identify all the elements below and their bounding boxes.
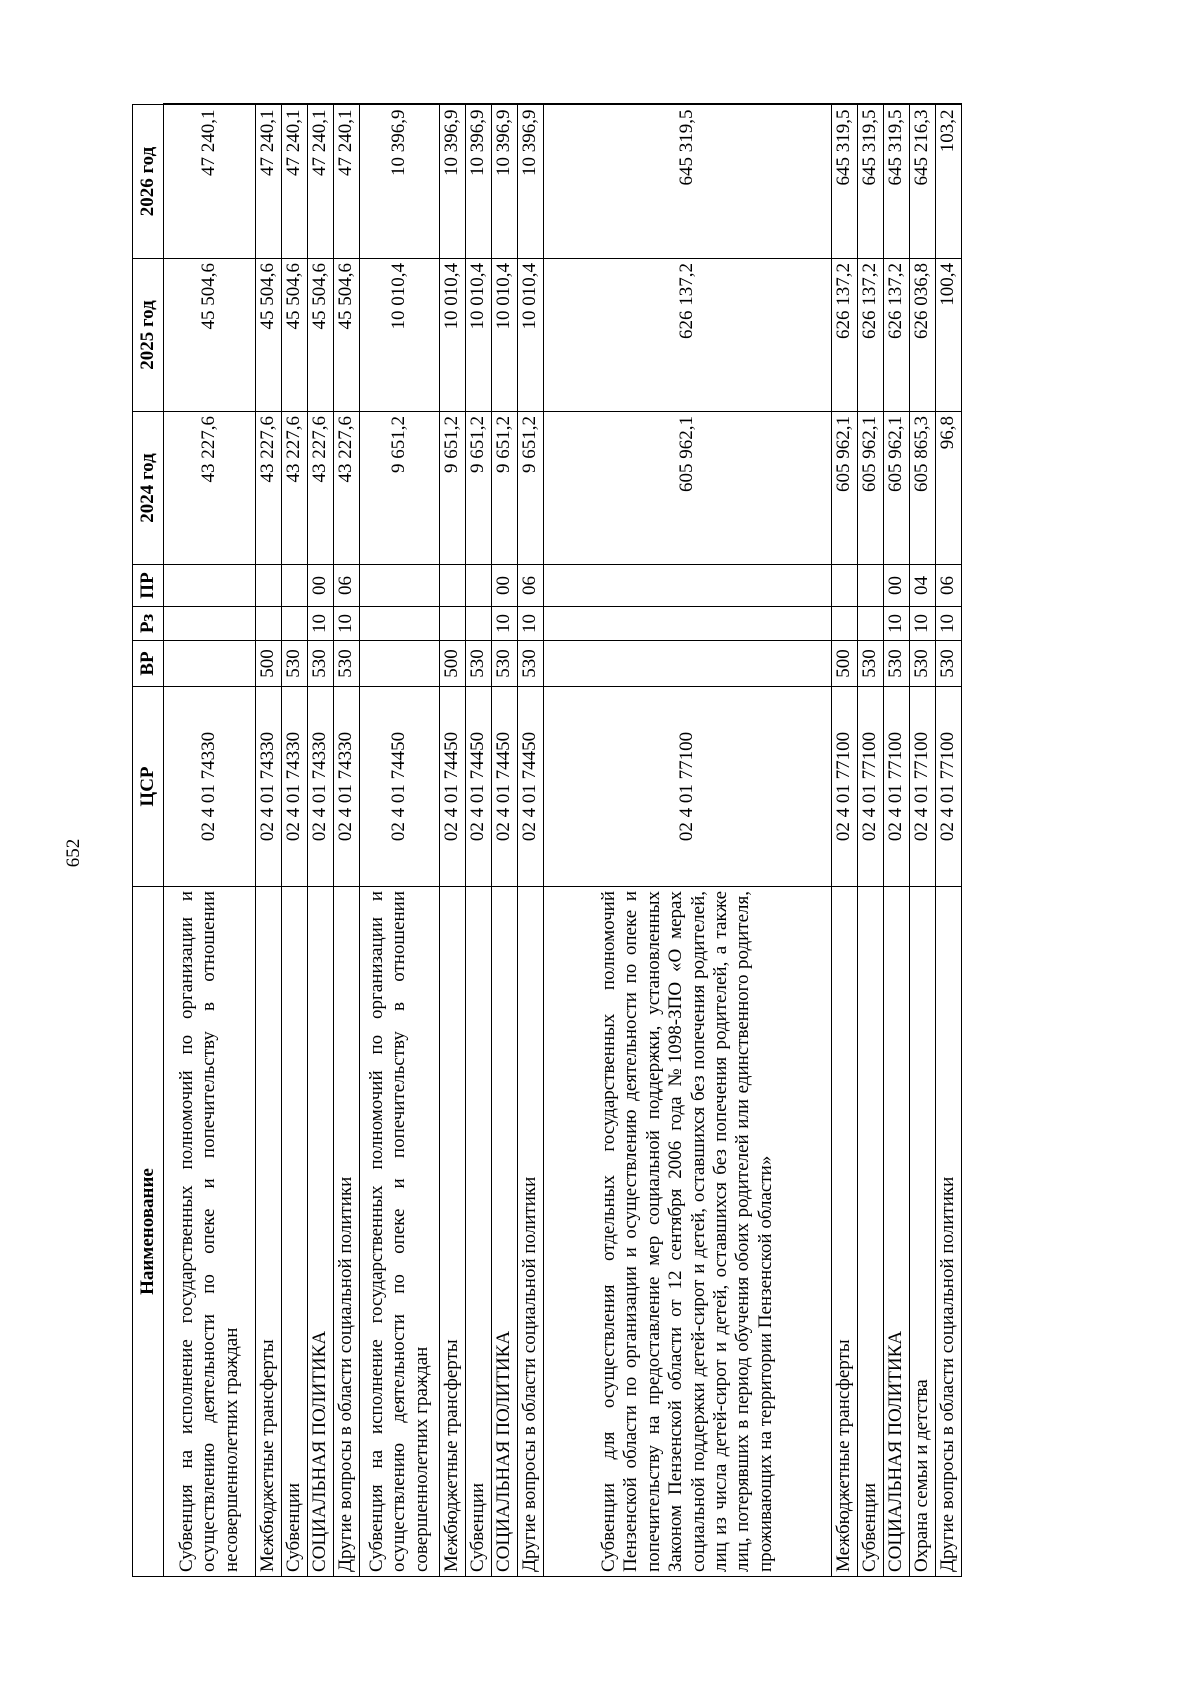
row-pr-cell xyxy=(164,565,256,607)
row-2024-cell: 43 227,6 xyxy=(164,412,256,565)
row-csr-cell: 02 4 01 77100 xyxy=(858,687,884,887)
row-name-cell: Субвенции xyxy=(858,887,884,1577)
row-2026-cell: 10 396,9 xyxy=(466,105,492,259)
row-2025-cell: 10 010,4 xyxy=(440,259,466,412)
row-2024-cell: 96,8 xyxy=(936,412,962,565)
row-rz-cell xyxy=(544,607,832,641)
row-2026-cell: 645 319,5 xyxy=(884,105,910,259)
table-row xyxy=(282,105,308,1577)
row-csr-cell: 02 4 01 74450 xyxy=(518,687,544,887)
row-pr-cell: 06 xyxy=(334,565,360,607)
table-row xyxy=(936,105,962,1577)
row-name-cell: Межбюджетные трансферты xyxy=(256,887,282,1577)
row-2026-cell: 10 396,9 xyxy=(492,105,518,259)
row-name-cell: Субвенции для осуществления отдельных государственных полномочий Пензенской области по организации и осуществлению деятельности по опеке и попечительству на предоставление мер социальной поддержки, установленных Законом Пензенской области от 12 сентября 2006 года №1098-ЗПО «О мерах социальной поддержки детей-сирот и детей, оставшихся без попечения родителей, лиц из числа детей-сирот и детей, оставшихся без попечения родителей, а также лиц, потерявших в период обучения обоих родителей или единственного родителя, проживающих на территории Пензенской области» xyxy=(544,887,832,1577)
row-rz-cell: 10 xyxy=(308,607,334,641)
row-csr-cell: 02 4 01 77100 xyxy=(884,687,910,887)
row-csr-cell: 02 4 01 77100 xyxy=(544,687,832,887)
row-2026-cell: 645 216,3 xyxy=(910,105,936,259)
table-row xyxy=(858,105,884,1577)
table-row xyxy=(832,105,858,1577)
row-2025-cell: 626 137,2 xyxy=(544,259,832,412)
row-csr-cell: 02 4 01 74330 xyxy=(334,687,360,887)
row-csr-cell: 02 4 01 74330 xyxy=(256,687,282,887)
row-pr-cell xyxy=(466,565,492,607)
row-2026-cell: 645 319,5 xyxy=(858,105,884,259)
row-csr-cell: 02 4 01 74450 xyxy=(360,687,440,887)
row-name-cell: Межбюджетные трансферты xyxy=(440,887,466,1577)
row-name-cell: СОЦИАЛЬНАЯ ПОЛИТИКА xyxy=(492,887,518,1577)
row-name-cell: Субвенция на исполнение государственных полномочий по организации и осуществлению деятельности по опеке и попечительству в отношении несовершеннолетних граждан xyxy=(164,887,256,1577)
row-2024-cell: 43 227,6 xyxy=(308,412,334,565)
row-vr-cell xyxy=(544,641,832,687)
row-rz-cell xyxy=(832,607,858,641)
table-row xyxy=(492,105,518,1577)
row-pr-cell xyxy=(544,565,832,607)
row-pr-cell xyxy=(360,565,440,607)
row-csr-cell: 02 4 01 74330 xyxy=(164,687,256,887)
row-2025-cell: 10 010,4 xyxy=(466,259,492,412)
header-2026: 2026 год xyxy=(133,105,164,259)
row-2025-cell: 626 137,2 xyxy=(884,259,910,412)
row-2024-cell: 43 227,6 xyxy=(334,412,360,565)
row-2025-cell: 10 010,4 xyxy=(518,259,544,412)
row-2024-cell: 43 227,6 xyxy=(256,412,282,565)
table-row xyxy=(466,105,492,1577)
row-2024-cell: 605 962,1 xyxy=(832,412,858,565)
table-row xyxy=(308,105,334,1577)
row-vr-cell: 530 xyxy=(308,641,334,687)
row-pr-cell: 00 xyxy=(492,565,518,607)
row-csr-cell: 02 4 01 77100 xyxy=(910,687,936,887)
row-name-cell: Межбюджетные трансферты xyxy=(832,887,858,1577)
row-2026-cell: 10 396,9 xyxy=(518,105,544,259)
table-row xyxy=(518,105,544,1577)
row-csr-cell: 02 4 01 74330 xyxy=(282,687,308,887)
table-row xyxy=(164,105,256,1577)
row-name-cell: Субвенция на исполнение государственных полномочий по организации и осуществлению деятельности по опеке и попечительству в отношении совершеннолетних граждан xyxy=(360,887,440,1577)
row-2025-cell: 626 137,2 xyxy=(858,259,884,412)
row-2025-cell: 10 010,4 xyxy=(360,259,440,412)
row-rz-cell xyxy=(256,607,282,641)
row-vr-cell: 530 xyxy=(334,641,360,687)
row-2025-cell: 45 504,6 xyxy=(334,259,360,412)
row-pr-cell: 04 xyxy=(910,565,936,607)
table-row xyxy=(440,105,466,1577)
row-pr-cell: 06 xyxy=(518,565,544,607)
table-row xyxy=(884,105,910,1577)
row-2024-cell: 9 651,2 xyxy=(492,412,518,565)
row-2026-cell: 10 396,9 xyxy=(440,105,466,259)
row-rz-cell xyxy=(466,607,492,641)
table-row xyxy=(360,105,440,1577)
page-number: 652 xyxy=(63,838,84,868)
row-2024-cell: 9 651,2 xyxy=(360,412,440,565)
row-2025-cell: 626 036,8 xyxy=(910,259,936,412)
row-2025-cell: 45 504,6 xyxy=(308,259,334,412)
table-row xyxy=(334,105,360,1577)
row-name-cell: Субвенции xyxy=(466,887,492,1577)
row-rz-cell xyxy=(858,607,884,641)
row-name-cell: СОЦИАЛЬНАЯ ПОЛИТИКА xyxy=(308,887,334,1577)
row-name-cell: Другие вопросы в области социальной политики xyxy=(334,887,360,1577)
header-2024: 2024 год xyxy=(133,412,164,565)
row-name-cell: Другие вопросы в области социальной политики xyxy=(518,887,544,1577)
row-2026-cell: 103,2 xyxy=(936,105,962,259)
row-2025-cell: 626 137,2 xyxy=(832,259,858,412)
row-name-cell: Охрана семьи и детства xyxy=(910,887,936,1577)
row-csr-cell: 02 4 01 74450 xyxy=(466,687,492,887)
table-body xyxy=(164,105,962,1577)
row-2026-cell: 645 319,5 xyxy=(832,105,858,259)
header-rz: Рз xyxy=(133,607,164,641)
row-rz-cell: 10 xyxy=(884,607,910,641)
row-pr-cell xyxy=(282,565,308,607)
row-vr-cell: 530 xyxy=(910,641,936,687)
row-vr-cell: 530 xyxy=(936,641,962,687)
header-csr: ЦСР xyxy=(133,687,164,887)
row-rz-cell xyxy=(360,607,440,641)
row-rz-cell: 10 xyxy=(492,607,518,641)
header-pr: ПР xyxy=(133,565,164,607)
row-2025-cell: 10 010,4 xyxy=(492,259,518,412)
row-pr-cell xyxy=(858,565,884,607)
row-pr-cell xyxy=(832,565,858,607)
header-2025: 2025 год xyxy=(133,259,164,412)
row-2024-cell: 605 962,1 xyxy=(884,412,910,565)
row-pr-cell: 06 xyxy=(936,565,962,607)
row-2025-cell: 45 504,6 xyxy=(164,259,256,412)
row-rz-cell: 10 xyxy=(910,607,936,641)
row-rz-cell: 10 xyxy=(518,607,544,641)
row-csr-cell: 02 4 01 74450 xyxy=(492,687,518,887)
row-2024-cell: 605 865,3 xyxy=(910,412,936,565)
row-pr-cell xyxy=(256,565,282,607)
header-name: Наименование xyxy=(133,887,164,1577)
row-vr-cell: 500 xyxy=(440,641,466,687)
row-2026-cell: 47 240,1 xyxy=(282,105,308,259)
row-name-cell: Субвенции xyxy=(282,887,308,1577)
row-2025-cell: 100,4 xyxy=(936,259,962,412)
row-name-cell: СОЦИАЛЬНАЯ ПОЛИТИКА xyxy=(884,887,910,1577)
row-pr-cell: 00 xyxy=(308,565,334,607)
row-csr-cell: 02 4 01 74330 xyxy=(308,687,334,887)
row-pr-cell xyxy=(440,565,466,607)
row-pr-cell: 00 xyxy=(884,565,910,607)
row-vr-cell: 530 xyxy=(466,641,492,687)
row-2026-cell: 47 240,1 xyxy=(256,105,282,259)
row-vr-cell: 500 xyxy=(256,641,282,687)
row-2026-cell: 47 240,1 xyxy=(334,105,360,259)
row-2024-cell: 9 651,2 xyxy=(466,412,492,565)
row-2026-cell: 47 240,1 xyxy=(164,105,256,259)
row-vr-cell: 530 xyxy=(884,641,910,687)
table-row xyxy=(544,105,832,1577)
row-vr-cell xyxy=(164,641,256,687)
row-2026-cell: 10 396,9 xyxy=(360,105,440,259)
row-2024-cell: 9 651,2 xyxy=(518,412,544,565)
row-2024-cell: 605 962,1 xyxy=(544,412,832,565)
row-vr-cell: 530 xyxy=(858,641,884,687)
row-2025-cell: 45 504,6 xyxy=(282,259,308,412)
row-rz-cell: 10 xyxy=(936,607,962,641)
row-vr-cell: 530 xyxy=(492,641,518,687)
row-rz-cell xyxy=(164,607,256,641)
table-row xyxy=(256,105,282,1577)
row-vr-cell xyxy=(360,641,440,687)
row-csr-cell: 02 4 01 74450 xyxy=(440,687,466,887)
row-2024-cell: 43 227,6 xyxy=(282,412,308,565)
row-rz-cell: 10 xyxy=(334,607,360,641)
row-2026-cell: 645 319,5 xyxy=(544,105,832,259)
row-vr-cell: 530 xyxy=(518,641,544,687)
row-2025-cell: 45 504,6 xyxy=(256,259,282,412)
table-row xyxy=(910,105,936,1577)
row-2024-cell: 605 962,1 xyxy=(858,412,884,565)
row-rz-cell xyxy=(440,607,466,641)
header-vr: ВР xyxy=(133,641,164,687)
row-2024-cell: 9 651,2 xyxy=(440,412,466,565)
budget-table xyxy=(132,104,962,1578)
row-csr-cell: 02 4 01 77100 xyxy=(936,687,962,887)
header-row xyxy=(133,105,164,1577)
row-vr-cell: 530 xyxy=(282,641,308,687)
row-name-cell: Другие вопросы в области социальной политики xyxy=(936,887,962,1577)
row-rz-cell xyxy=(282,607,308,641)
row-vr-cell: 500 xyxy=(832,641,858,687)
row-csr-cell: 02 4 01 77100 xyxy=(832,687,858,887)
row-2026-cell: 47 240,1 xyxy=(308,105,334,259)
